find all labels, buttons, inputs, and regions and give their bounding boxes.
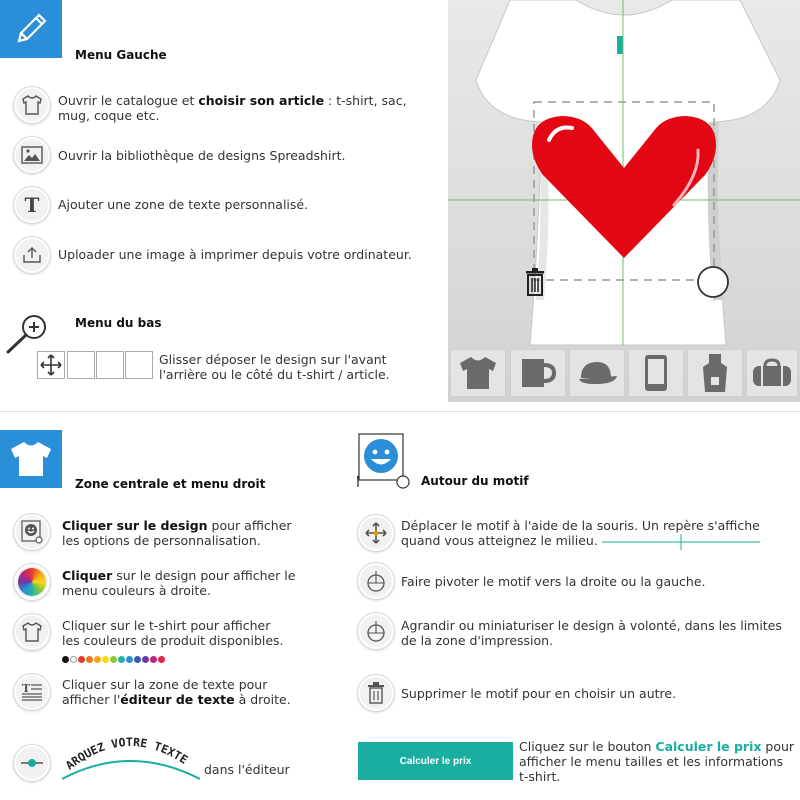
left-item-4-text: Uploader une image à imprimer depuis votre ordinateur. [58,247,412,262]
product-tile-mug[interactable] [510,349,566,397]
color-swatch[interactable] [62,656,69,663]
motif-item-4-text: Supprimer le motif pour en choisir un autre. [401,686,677,701]
delete-motif-button[interactable] [357,674,395,712]
product-tile-cap[interactable] [569,349,625,397]
product-tile-apron[interactable] [687,349,743,397]
product-tile-tshirt[interactable] [450,349,506,397]
product-colors-button[interactable] [13,613,51,651]
pencil-icon [11,9,51,49]
color-swatch[interactable] [150,656,157,663]
color-swatch[interactable] [94,656,101,663]
bottom-menu-title: Menu du bas [75,316,162,330]
trash-handle [526,268,544,295]
color-swatch[interactable] [142,656,149,663]
arc-slider-button[interactable] [13,744,51,782]
bag-icon [751,358,793,388]
pencil-badge [0,0,62,58]
move-arrows-icon [40,354,62,376]
central-title: Zone centrale et menu droit [75,477,266,491]
view-slot-side[interactable] [125,351,153,379]
product-tile-bag[interactable] [746,349,798,397]
color-swatch[interactable] [70,656,77,663]
bottom-menu-text: Glisser déposer le design sur l'avant l'arrière ou le côté du t-shirt / article. [159,352,390,382]
left-item-1-text: Ouvrir le catalogue et choisir son article : t-shirt, sac, mug, coque etc. [58,93,407,123]
design-options-icon [21,520,43,544]
arc-suffix-text: dans l'éditeur [204,762,290,777]
cap-icon [575,358,619,388]
text-editor-button[interactable] [13,673,51,711]
central-item-4-text: Cliquer sur la zone de texte pour afficher l'éditeur de texte à droite. [62,677,291,707]
calculate-price-button[interactable]: Calculer le prix [358,742,513,780]
slider-icon [20,756,44,770]
preview-panel [448,0,800,402]
arc-text-sample [60,725,202,781]
tshirt-icon [21,95,43,115]
color-swatch[interactable] [118,656,125,663]
motif-item-2-text: Faire pivoter le motif vers la droite ou la gauche. [401,574,706,589]
move-icon [365,522,387,544]
color-swatch[interactable] [126,656,133,663]
upload-icon [22,246,42,264]
design-options-button[interactable] [13,513,51,551]
tshirt-badge-icon [9,440,53,478]
catalogue-button[interactable] [13,86,51,124]
image-icon [21,146,43,164]
product-tile-phone[interactable] [628,349,684,397]
motif-title: Autour du motif [421,474,529,488]
arc-text: ARQUEZ VOTRE TEXTE [62,734,191,773]
zoom-icon [4,312,50,356]
section-divider [0,411,800,412]
tshirt-product-icon [458,356,498,390]
text-icon: T [24,193,40,217]
resize-handle [698,267,728,297]
color-swatch[interactable] [158,656,165,663]
center-guide-indicator [602,534,760,550]
motif-item-1-text: Déplacer le motif à l'aide de la souris. Un repère s'affiche quand vous atteignez le milieu. [401,518,760,548]
trash-icon [367,682,385,704]
move-handle[interactable] [37,351,65,379]
color-swatch[interactable] [134,656,141,663]
central-item-3-text: Cliquer sur le t-shirt pour afficher les couleurs de produit disponibles. [62,618,284,648]
apron-icon [700,353,730,393]
text-editor-icon [21,682,43,702]
view-slot-front[interactable] [67,351,95,379]
motif-item-3-text: Agrandir ou miniaturiser le design à volonté, dans les limites de la zone d'impression. [401,618,782,648]
color-menu-button[interactable] [13,563,51,601]
upload-button[interactable] [13,236,51,274]
tshirt-preview[interactable] [448,0,800,402]
tshirt-badge [0,430,62,488]
color-swatch[interactable] [78,656,85,663]
resize-motif-button[interactable] [357,612,395,650]
svg-text:T: T [22,682,31,695]
tshirt-outline-icon [21,622,43,642]
left-item-2-text: Ouvrir la bibliothèque de designs Spreadshirt. [58,148,346,163]
phone-icon [643,354,669,392]
color-swatch[interactable] [102,656,109,663]
motif-sample [357,432,405,482]
color-swatches [62,651,166,666]
left-menu-title: Menu Gauche [75,48,167,62]
calc-price-text: Cliquez sur le bouton Calculer le prix pour afficher le menu tailles et les informations t-shirt. [519,739,795,784]
view-slot-back[interactable] [96,351,124,379]
central-item-2-text: Cliquer sur le design pour afficher le menu couleurs à droite. [62,568,296,598]
mug-icon [518,357,558,389]
color-swatch[interactable] [86,656,93,663]
rotate-motif-button[interactable] [357,562,395,600]
color-swatch[interactable] [110,656,117,663]
resize-icon [364,619,388,643]
color-wheel-icon [18,568,46,596]
move-motif-button[interactable] [357,514,395,552]
add-text-button[interactable] [13,186,51,224]
left-item-3-text: Ajouter une zone de texte personnalisé. [58,197,309,212]
rotate-icon [364,569,388,593]
library-button[interactable] [13,136,51,174]
central-item-1-text: Cliquer sur le design pour afficher les options de personnalisation. [62,518,292,548]
